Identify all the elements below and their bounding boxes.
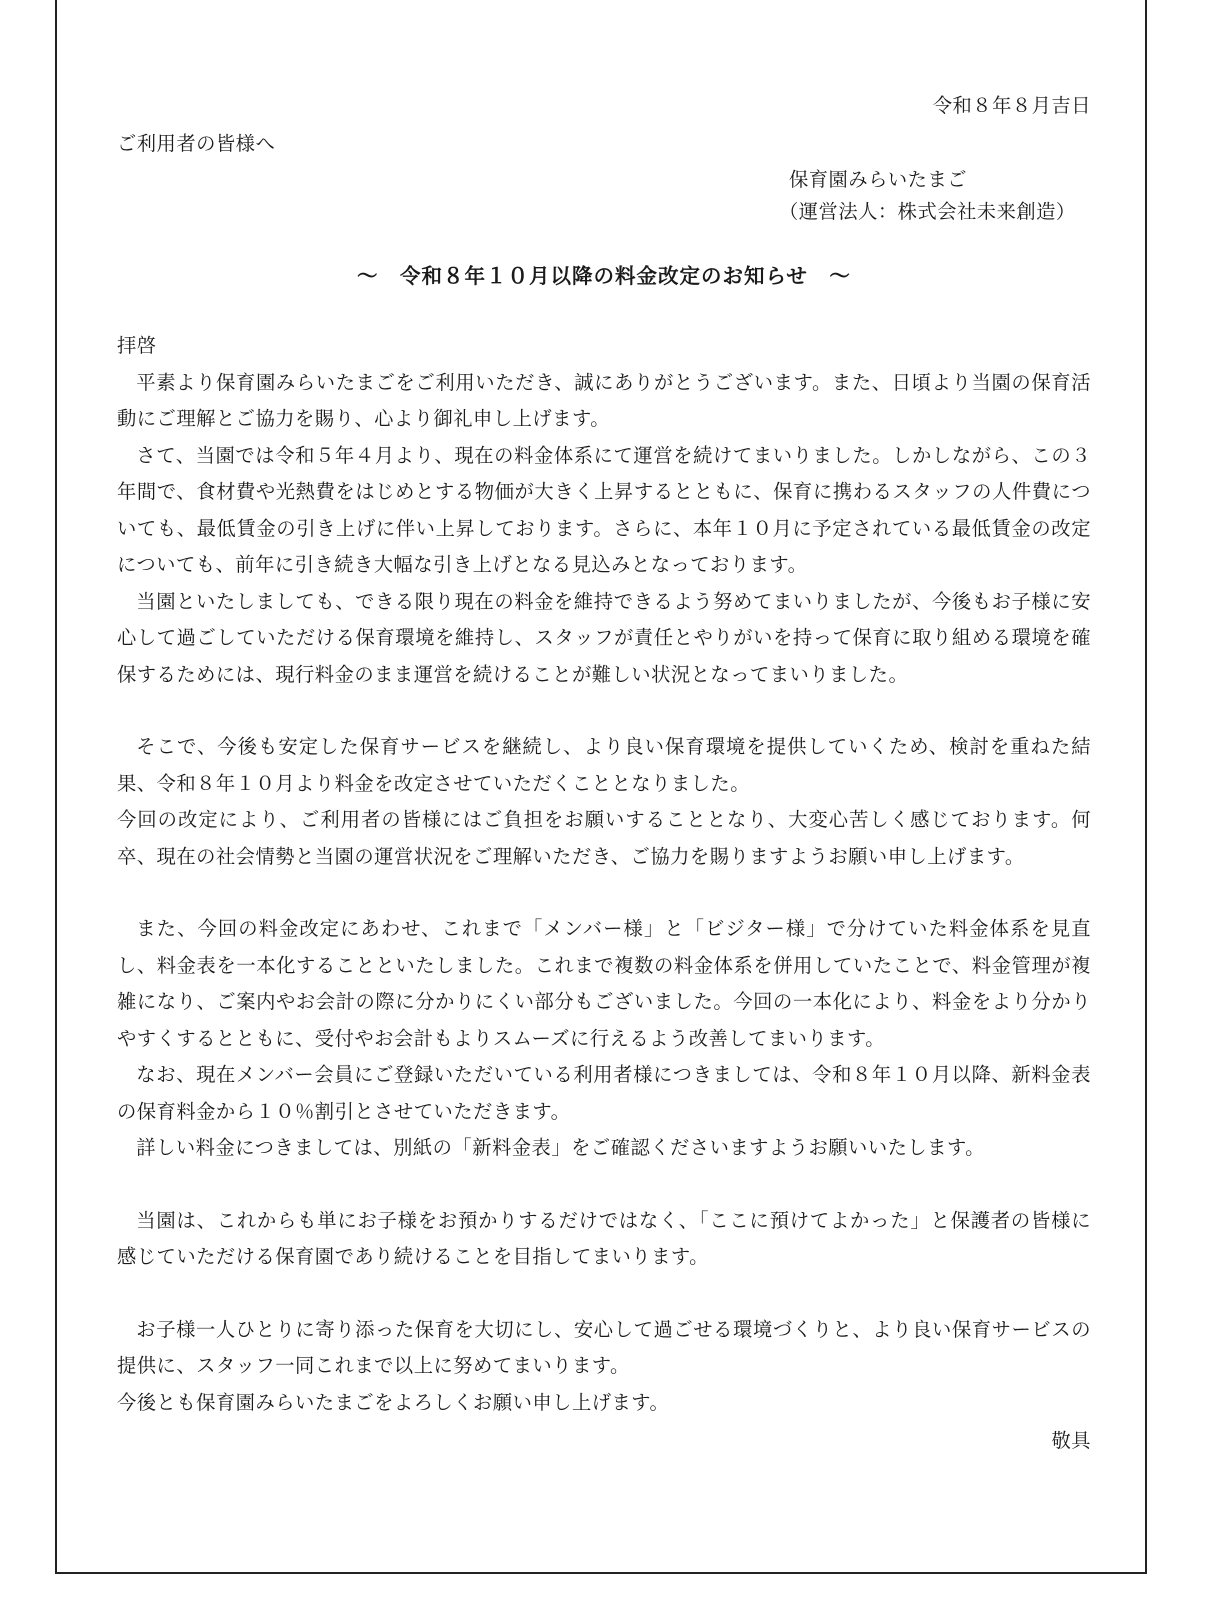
- paragraph-spacer: [117, 875, 1091, 911]
- letter-title: ～ 令和８年１０月以降の料金改定のお知らせ ～: [357, 264, 851, 288]
- paragraph: お子様一人ひとりに寄り添った保育を大切にし、安心して過ごせる環境づくりと、より良い保育サービスの提供に、スタッフ一同これまで以上に努めてまいります。: [117, 1317, 1091, 1377]
- paragraph-spacer: [117, 1167, 1091, 1203]
- paragraph: 詳しい料金につきましては、別紙の「新料金表」をご確認くださいますようお願いいたします。: [136, 1136, 985, 1159]
- letter-content: [117, 365, 1091, 1422]
- paragraph: そこで、今後も安定した保育サービスを継続し、より良い保育環境を提供していくため、検討を重ねた結果、令和８年１０月より料金を改定させていただくこととなりました。: [117, 735, 1091, 795]
- opening-salutation: 拝啓: [117, 334, 157, 357]
- letter-addressee: ご利用者の皆様へ: [117, 132, 276, 155]
- paragraph: また、今回の料金改定にあわせ、これまで「メンバー様」と「ビジター様」で分けていた料金体系を見直し、料金表を一本化することといたしました。これまで複数の料金体系を併用していたことで、料金管理が複雑になり、ご案内やお会計の際に分かりにくい部分もございました。今回の一本化により、料金をより分かりやすくするとともに、受付やお会計もよりスムーズに行えるよう改善してまいります。: [117, 917, 1091, 1050]
- paragraph: 今後とも保育園みらいたまごをよろしくお願い申し上げます。: [117, 1390, 670, 1414]
- paragraph-spacer: [117, 693, 1091, 729]
- letter-sender: [117, 164, 1091, 228]
- paragraph: さて、当園では令和５年４月より、現在の料金体系にて運営を続けてまいりました。しかしながら、この３年間で、食材費や光熱費をはじめとする物価が大きく上昇するとともに、保育に携わるスタッフの人件費についても、最低賃金の引き上げに伴い上昇しております。さらに、本年１０月に予定されている最低賃金の改定についても、前年に引き続き大幅な引き上げとなる見込みとなっております。: [117, 443, 1091, 576]
- paragraph-spacer: [117, 1276, 1091, 1312]
- sender-name: 保育園みらいたまご: [789, 168, 968, 191]
- paragraph: 当園は、これからも単にお子様をお預かりするだけではなく、「ここに預けてよかった」と保護者の皆様に感じていただける保育園であり続けることを目指してまいります。: [117, 1208, 1091, 1268]
- letter-date: 令和８年８月吉日: [932, 94, 1091, 117]
- paragraph: 平素より保育園みらいたまごをご利用いただき、誠にありがとうございます。また、日頃より当園の保育活動にご理解とご協力を賜り、心より御礼申し上げます。: [117, 370, 1091, 430]
- paragraph: 当園といたしましても、できる限り現在の料金を維持できるよう努めてまいりましたが、今後もお子様に安心して過ごしていただける保育環境を維持し、スタッフが責任とやりがいを持って保育に取り組める環境を確保するためには、現行料金のまま運営を続けることが難しい状況となってまいりました。: [117, 589, 1091, 686]
- sender-corporation: （運営法人：株式会社未来創造）: [779, 200, 1076, 223]
- paragraph: 今回の改定により、ご利用者の皆様にはご負担をお願いすることとなり、大変心苦しく感じております。何卒、現在の社会情勢と当園の運営状況をご理解いただき、ご協力を賜りますようお願い申し上げます。: [117, 808, 1091, 868]
- paragraph: なお、現在メンバー会員にご登録いただいている利用者様につきましては、令和８年１０月以降、新料金表の保育料金から１０％割引とさせていただきます。: [117, 1063, 1091, 1123]
- closing-salutation: 敬具: [1051, 1429, 1091, 1452]
- letter-body: [117, 88, 1091, 1460]
